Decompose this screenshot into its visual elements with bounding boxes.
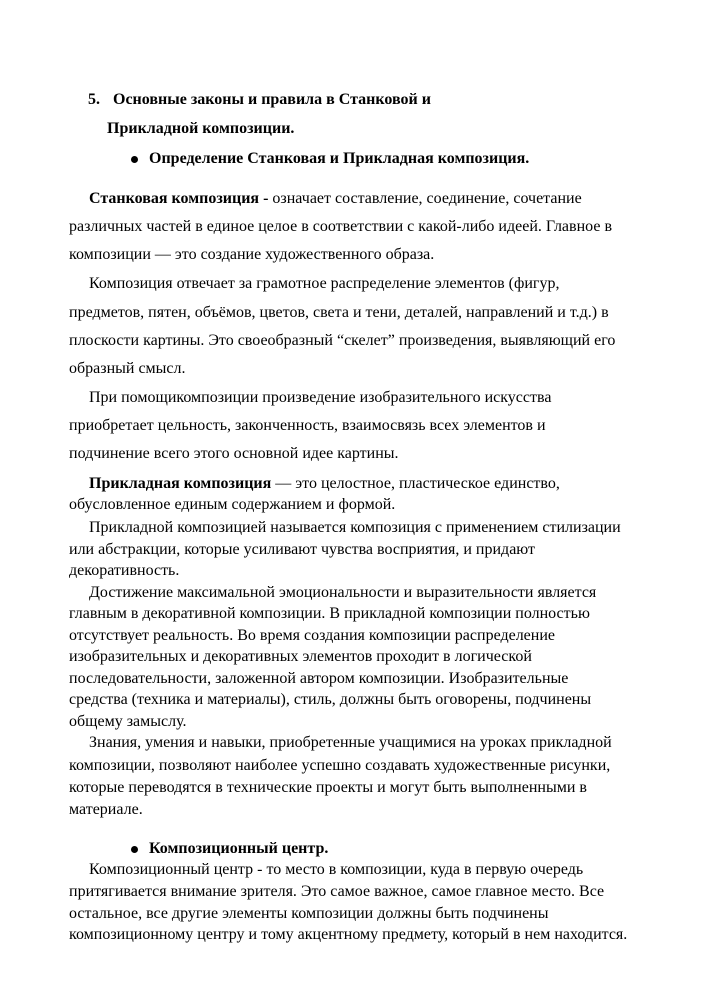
paragraph-emotionality-line5: последовательности, заложенной автором композиции. Изобразительные bbox=[69, 670, 569, 687]
paragraph-center-line3: остальное, все другие элементы композиции должны быть подчинены bbox=[69, 905, 549, 922]
bullet-icon bbox=[131, 846, 138, 853]
paragraph-composition-line1: Композиция отвечает за грамотное распределение элементов (фигур, bbox=[89, 275, 560, 292]
paragraph-emotionality-line1: Достижение максимальной эмоциональности и выразительности является bbox=[89, 584, 597, 601]
paragraph-skills-line2: композиции, позволяют наиболее успешно создавать художественные рисунки, bbox=[69, 757, 611, 774]
paragraph-emotionality-line4: изобразительных и декоративных элементов проходит в логической bbox=[69, 648, 532, 665]
paragraph-integrity-line1: При помощикомпозиции произведение изобразительного искусства bbox=[89, 389, 552, 406]
section-subheading-center: Композиционный центр. bbox=[149, 840, 329, 857]
paragraph-center-line1: Композиционный центр - то место в композиции, куда в первую очередь bbox=[89, 861, 584, 878]
paragraph-emotionality-line6: средства (техника и материалы), стиль, должны быть оговорены, подчинены bbox=[69, 691, 592, 708]
heading-title-line2: Прикладной композиции. bbox=[107, 120, 295, 137]
section-subheading-definition: Определение Станковая и Прикладная композиция. bbox=[149, 150, 530, 167]
paragraph-applied-line1: Прикладная композиция — это целостное, пластическое единство, bbox=[89, 475, 560, 492]
paragraph-stylization-line1: Прикладной композицией называется композиция с применением стилизации bbox=[89, 519, 621, 536]
paragraph-center-line2: притягивается внимание зрителя. Это самое важное, самое главное место. Все bbox=[69, 883, 605, 900]
paragraph-integrity-line2: приобретает цельность, законченность, взаимосвязь всех элементов и bbox=[69, 417, 546, 434]
heading-title-line1: Основные законы и правила в Станковой и bbox=[113, 91, 431, 108]
paragraph-easel-line2: различных частей в единое целое в соответствии с какой-либо идеей. Главное в bbox=[69, 218, 612, 235]
paragraph-emotionality-line2: главным в декоративной композиции. В прикладной композиции полностью bbox=[69, 605, 590, 622]
term-applied-composition: Прикладная композиция bbox=[89, 475, 272, 492]
heading-number: 5. bbox=[88, 91, 100, 108]
term-easel-composition: Станковая композиция - bbox=[89, 190, 269, 207]
paragraph-composition-line2: предметов, пятен, объёмов, цветов, света и тени, деталей, направлений и т.д.) в bbox=[69, 304, 609, 321]
paragraph-applied-line2: обусловленное единым содержанием и формой. bbox=[69, 496, 396, 513]
paragraph-skills-line4: материале. bbox=[69, 801, 143, 818]
paragraph-center-line4: композиционному центру и тому акцентному предмету, который в нем находится. bbox=[69, 926, 628, 943]
paragraph-composition-line4: образный смысл. bbox=[69, 360, 186, 377]
paragraph-emotionality-line3: отсутствует реальность. Во время создания композиции распределение bbox=[69, 627, 556, 644]
paragraph-emotionality-line7: общему замыслу. bbox=[69, 713, 187, 730]
paragraph-integrity-line3: подчинение всего этого основной идее картины. bbox=[69, 445, 399, 462]
paragraph-easel-line1: Станковая композиция - означает составление, соединение, сочетание bbox=[89, 190, 582, 207]
paragraph-stylization-line3: декоративность. bbox=[69, 562, 180, 579]
paragraph-composition-line3: плоскости картины. Это своеобразный “скелет” произведения, выявляющий его bbox=[69, 332, 616, 349]
bullet-icon bbox=[131, 156, 138, 163]
paragraph-easel-line3: композиции — это создание художественного образа. bbox=[69, 246, 435, 263]
paragraph-skills-line1: Знания, умения и навыки, приобретенные учащимися на уроках прикладной bbox=[89, 734, 612, 751]
paragraph-stylization-line2: или абстракции, которые усиливают чувства восприятия, и придают bbox=[69, 541, 536, 558]
paragraph-skills-line3: которые переводятся в технические проекты и могут быть выполненными в bbox=[69, 779, 587, 796]
